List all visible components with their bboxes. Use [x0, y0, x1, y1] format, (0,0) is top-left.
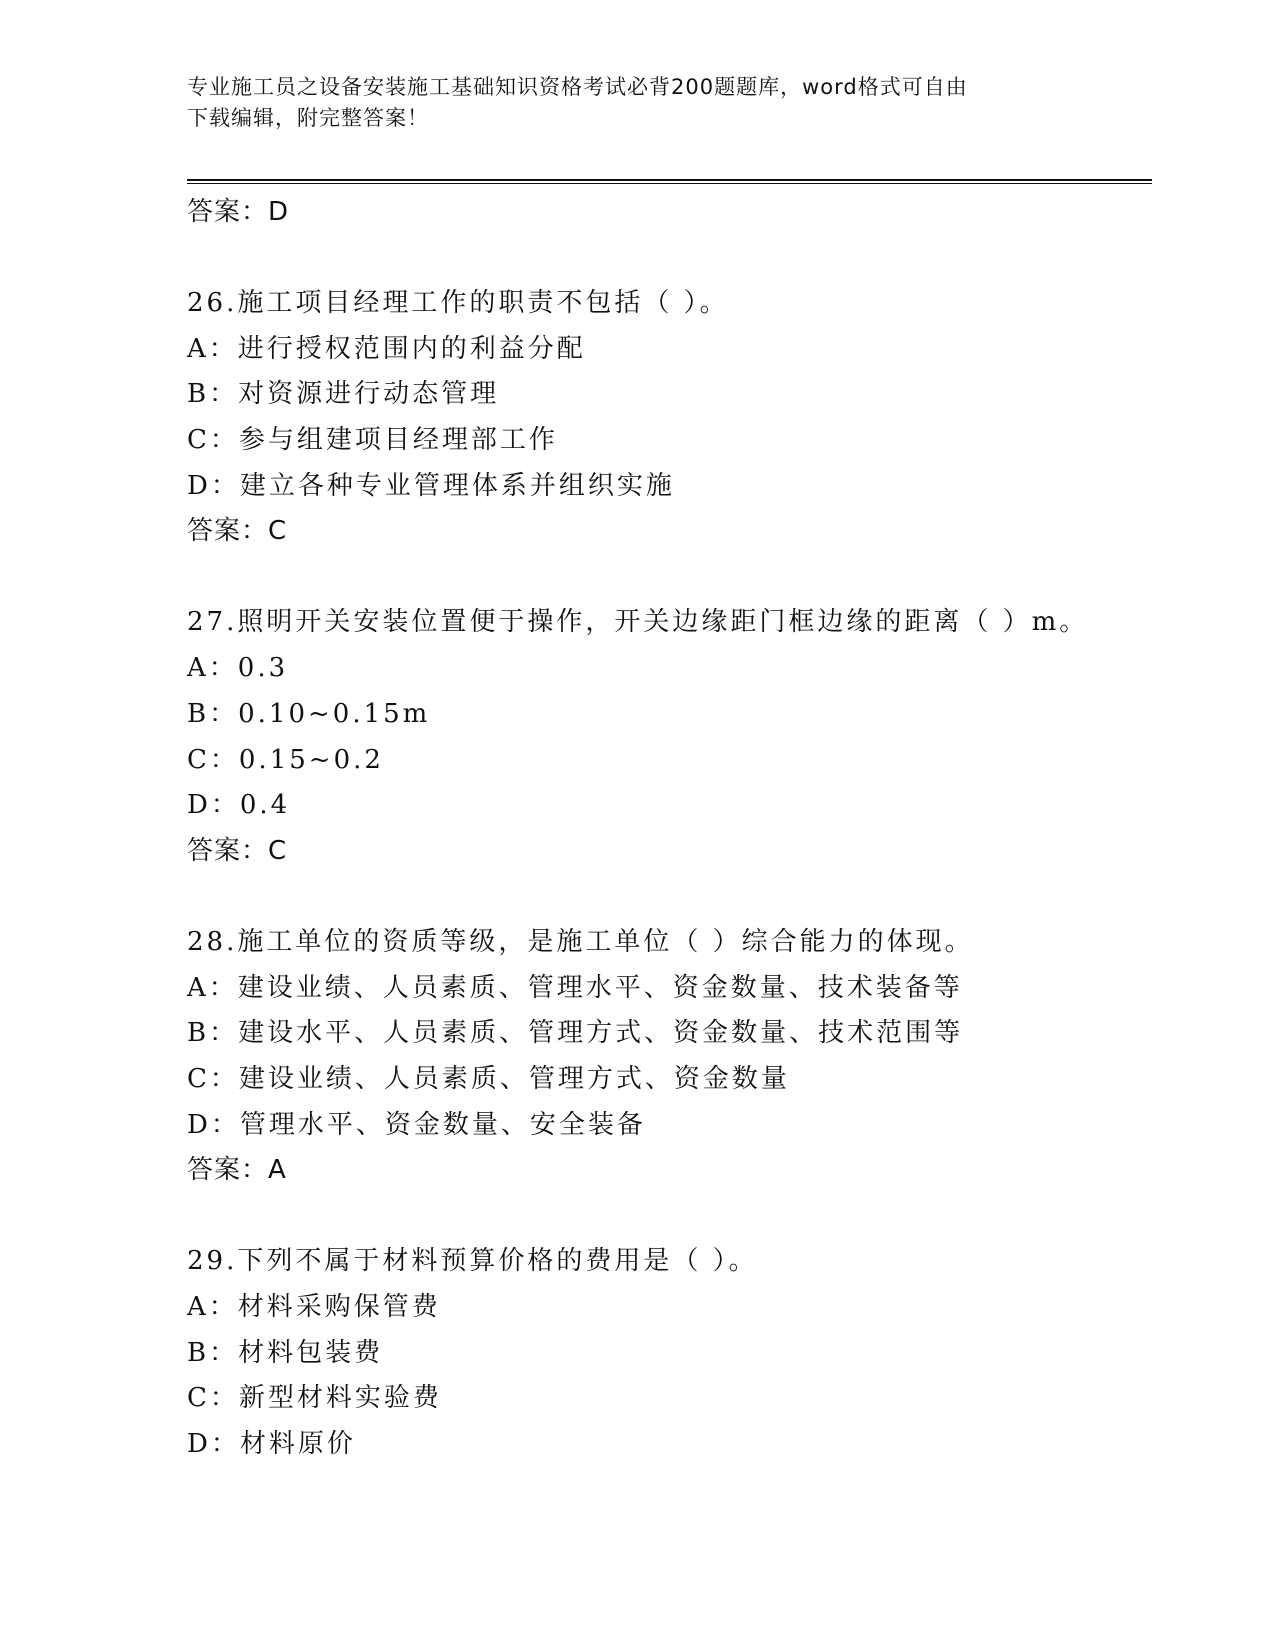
question-28 — [187, 920, 1152, 1193]
option-c: C：0.15~0.2 — [187, 744, 384, 775]
question-list — [187, 190, 1152, 1468]
option-d: D：0.4 — [187, 790, 291, 821]
option-d: D：建立各种专业管理体系并组织实施 — [187, 470, 675, 501]
option-b: B：材料包装费 — [187, 1337, 384, 1368]
question-stem: 27.照明开关安装位置便于操作，开关边缘距门框边缘的距离（ ）m。 — [187, 607, 1089, 638]
document-header — [187, 72, 1067, 134]
header-line-2: 下载编辑，附完整答案！ — [187, 106, 429, 130]
option-a: A：建设业绩、人员素质、管理水平、资金数量、技术装备等 — [187, 972, 963, 1003]
option-c: C：建设业绩、人员素质、管理方式、资金数量 — [187, 1063, 790, 1094]
question-stem: 28.施工单位的资质等级，是施工单位（ ）综合能力的体现。 — [187, 926, 974, 957]
question-26 — [187, 281, 1152, 554]
option-c: C：参与组建项目经理部工作 — [187, 425, 558, 456]
option-b: B：0.10~0.15m — [187, 698, 431, 729]
header-rule-thin — [187, 183, 1152, 184]
option-a: A：0.3 — [187, 653, 289, 684]
question-stem: 26.施工项目经理工作的职责不包括（ ）。 — [187, 288, 729, 318]
option-a: A：进行授权范围内的利益分配 — [187, 333, 586, 364]
header-rule-thick — [187, 179, 1152, 181]
header-line-1: 专业施工员之设备安装施工基础知识资格考试必背200题题库，word格式可自由 — [187, 75, 968, 99]
question-answer: 答案：C — [187, 835, 288, 866]
option-d: D：管理水平、资金数量、安全装备 — [187, 1109, 646, 1140]
previous-answer: 答案：D — [187, 197, 290, 227]
option-c: C：新型材料实验费 — [187, 1383, 442, 1414]
option-b: B：对资源进行动态管理 — [187, 379, 500, 410]
question-answer: 答案：C — [187, 516, 288, 547]
question-27 — [187, 600, 1152, 873]
question-answer: 答案：A — [187, 1155, 287, 1186]
option-a: A：材料采购保管费 — [187, 1292, 441, 1322]
option-b: B：建设水平、人员素质、管理方式、资金数量、技术范围等 — [187, 1018, 964, 1049]
question-stem: 29.下列不属于材料预算价格的费用是（ ）。 — [187, 1246, 758, 1277]
question-29 — [187, 1239, 1152, 1467]
option-d: D：材料原价 — [187, 1429, 356, 1460]
